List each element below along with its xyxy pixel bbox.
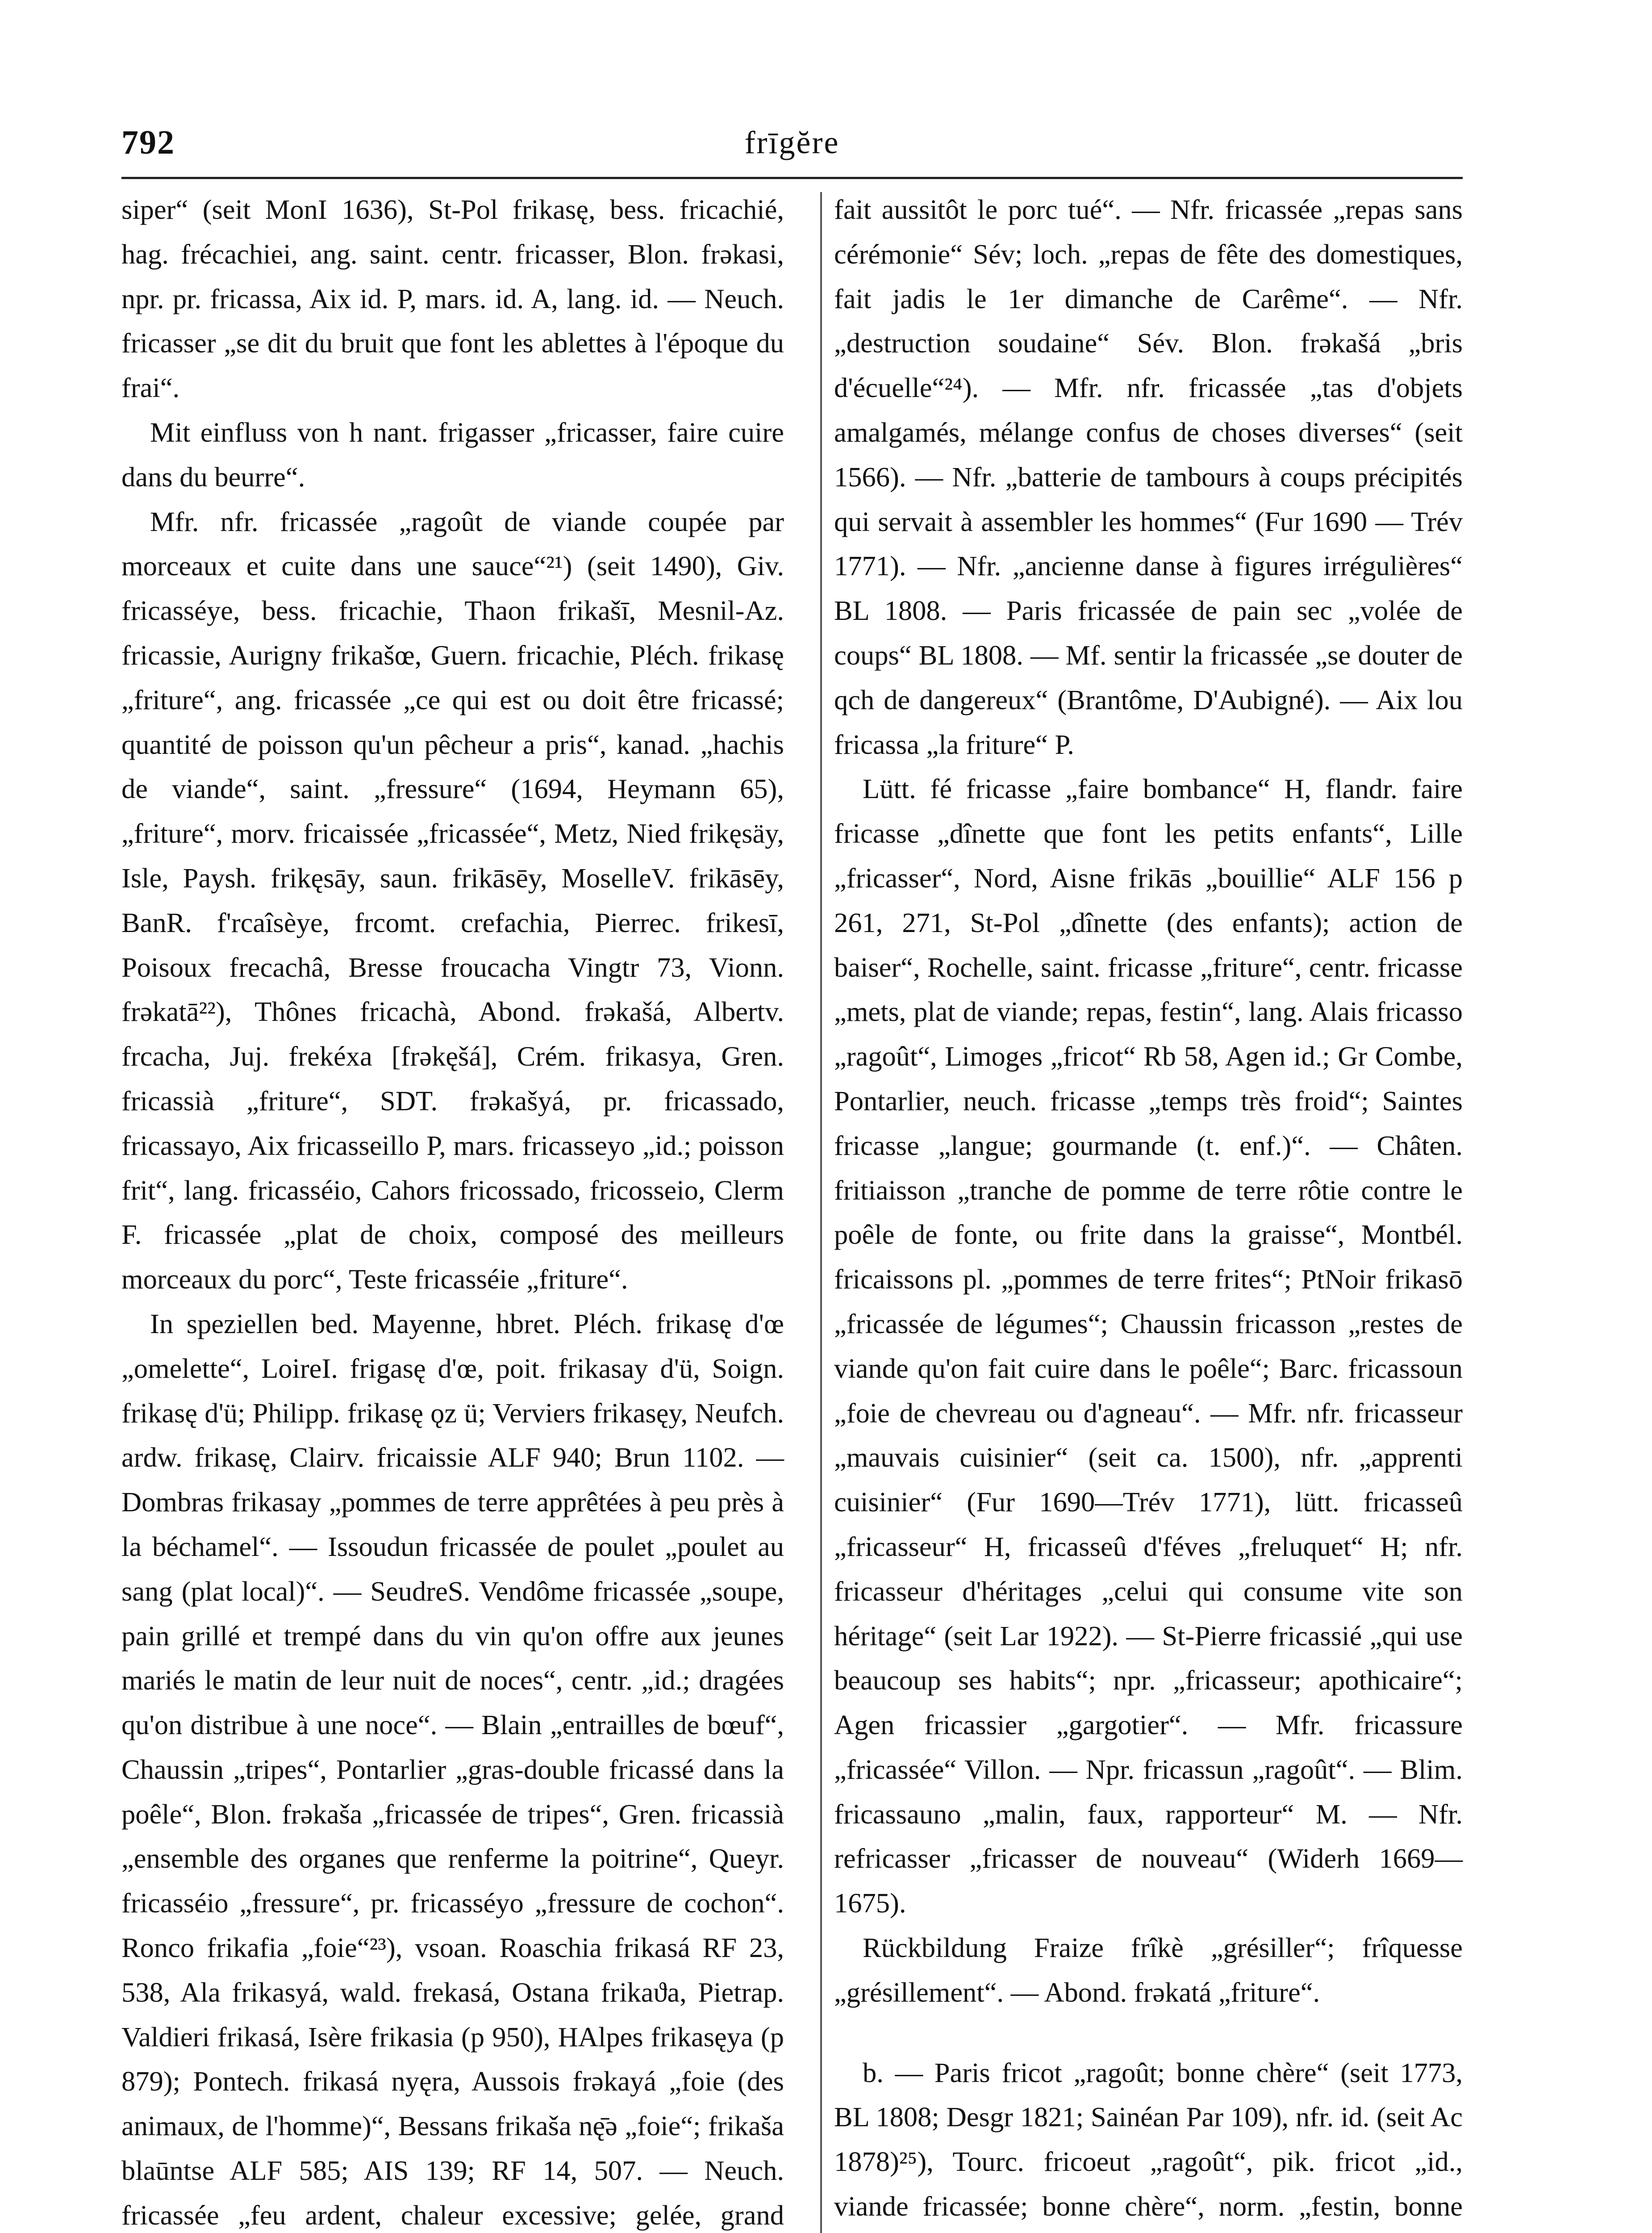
paragraph: Rückbildung Fraize frîkè „grésiller“; frîquesse „grésillement“. — Abond. frəkatá „friture“.: [834, 1932, 1463, 2008]
paragraph: fait aussitôt le porc tué“. — Nfr. fricassée „repas sans cérémonie“ Sév; loch. „repas de fête des domestiques, fait jadis le 1er dimanche de Carême“. — Nfr. „destruction soudaine“ Sév. Blon. frəkašá „bris d'écuelle“²⁴). — Mfr. nfr. fricassée „tas d'objets amalgamés, mélange confus de choses diverses“ (seit 1566). — Nfr. „batterie de tambours à coups précipités qui servait à assembler les hommes“ (Fur 1690 — Trév 1771). — Nfr. „ancienne danse à figures irrégulières“ BL 1808. — Paris fricassée de pain sec „volée de coups“ BL 1808. — Mf. sentir la fricassée „se douter de qch de dangereux“ (Brantôme, D'Aubigné). — Aix lou fricassa „la friture“ P.: [834, 194, 1463, 760]
page-number: 792: [121, 124, 175, 161]
right-column: [834, 188, 1463, 2233]
paragraph: Lütt. fé fricasse „faire bombance“ H, flandr. faire fricasse „dînette que font les petits enfants“, Lille „fricasser“, Nord, Aisne frikās „bouillie“ ALF 156 p 261, 271, St-Pol „dînette (des enfants); action de baiser“, Rochelle, saint. fricasse „friture“, centr. fricasse „mets, plat de viande; repas, festin“, lang. Alais fricasso „ragoût“, Limoges „fricot“ Rb 58, Agen id.; Gr Combe, Pontarlier, neuch. fricasse „temps très froid“; Saintes fricasse „langue; gourmande (t. enf.)“. — Châten. fritiaisson „tranche de pomme de terre rôtie contre le poêle de fonte, ou frite dans la graisse“, Montbél. fricaissons pl. „pommes de terre frites“; PtNoir frikasō „fricassée de légumes“; Chaussin fricasson „restes de viande qu'on fait cuire dans le poêle“; Barc. fricassoun „foie de chevreau ou d'agneau“. — Mfr. nfr. fricasseur „mauvais cuisinier“ (seit ca. 1500), nfr. „apprenti cuisinier“ (Fur 1690—Trév 1771), lütt. fricasseû „fricasseur“ H, fricasseû d'féves „freluquet“ H; nfr. fricasseur d'héritages „celui qui consume vite son héritage“ (seit Lar 1922). — St-Pierre fricassié „qui use beaucoup ses habits“; npr. „fricasseur; apothicaire“; Agen fricassier „gargotier“. — Mfr. fricassure „fricassée“ Villon. — Npr. fricassun „ragoût“. — Blim. fricassauno „malin, faux, rapporteur“ M. — Nfr. refricasser „fricasser de nouveau“ (Widerh 1669—1675).: [834, 773, 1463, 1919]
paragraph: b. — Paris fricot „ragoût; bonne chère“ (seit 1773, BL 1808; Desgr 1821; Sainéan Par 109), nfr. id. (seit Ac 1878)²⁵), Tourc. fricoeut „ragoût“, pik. fricot „id., viande fricassée; bonne chère“, norm. „festin, bonne: [834, 2057, 1463, 2222]
paragraph: Mfr. nfr. fricassée „ragoût de viande coupée par morceaux et cuite dans une sauce“²¹) (seit 1490), Giv. fricasséye, bess. fricachie, Thaon frikašī, Mesnil-Az. fricassie, Aurigny frikašœ, Guern. fricachie, Pléch. frikasę „friture“, ang. fricassée „ce qui est ou doit être fricassé; quantité de poisson qu'un pêcheur a pris“, kanad. „hachis de viande“, saint. „fressure“ (1694, Heymann 65), „friture“, morv. fricaissée „fricassée“, Metz, Nied frikęsäy, Isle, Paysh. frikęsāy, saun. frikāsēy, MoselleV. frikāsēy, BanR. f'rcaîsèye, frcomt. crefachia, Pierrec. frikesī, Poisoux frecachâ, Bresse froucacha Vingtr 73, Vionn. frəkatā²²), Thônes fricachà, Abond. frəkašá, Albertv. frcacha, Juj. frekéxa [frəkęšá], Crém. frikasya, Gren. fricassià „friture“, SDT. frəkašyá, pr. fricassado, fricassayo, Aix fricasseillo P, mars. fricasseyo „id.; poisson frit“, lang. fricasséio, Cahors fricossado, fricosseio, Clerm F. fricassée „plat de choix, composé des meilleurs morceaux du porc“, Teste fricasséie „friture“.: [121, 506, 784, 1295]
left-column: [121, 188, 784, 2233]
header-rule: [121, 177, 1463, 179]
running-head: frīgĕre: [744, 125, 840, 160]
paragraph: In speziellen bed. Mayenne, hbret. Pléch. frikasę d'œ „omelette“, LoireI. frigasę d'œ, poit. frikasay d'ü, Soign. frikasę d'ü; Philipp. frikasę ǫz ü; Verviers frikasęy, Neufch. ardw. frikasę, Clairv. fricaissie ALF 940; Brun 1102. — Dombras frikasay „pommes de terre apprêtées à peu près à la béchamel“. — Issoudun fricassée de poulet „poulet au sang (plat local)“. — SeudreS. Vendôme fricassée „soupe, pain grillé et trempé dans du vin qu'on offre aux jeunes mariés le matin de leur nuit de noces“, centr. „id.; dragées qu'on distribue à une noce“. — Blain „entrailles de bœuf“, Chaussin „tripes“, Pontarlier „gras-double fricassé dans la poêle“, Blon. frəkaša „fricassée de tripes“, Gren. fricassià „ensemble des organes que renferme la poitrine“, Queyr. fricasséio „fressure“, pr. fricasséyo „fressure de cochon“. Ronco frikafia „foie“²³), vsoan. Roaschia frikasá RF 23, 538, Ala frikasyá, wald. frekasá, Ostana frikaϑa, Pietrap. Valdieri frikasá, Isère frikasia (p 950), HAlpes frikasęya (p 879); Pontech. frikasá nyęra, Aussois frəkayá „foie (des animaux, de l'homme)“, Bessans frikaša nę̄ə „foie“; frikaša blaūntse ALF 585; AIS 139; RF 14, 507. — Neuch. fricassée „feu ardent, chaleur excessive; gelée, grand: [121, 1308, 784, 2231]
column-divider: [820, 192, 822, 2233]
paragraph: siper“ (seit MonI 1636), St-Pol frikasę, bess. fricachié, hag. frécachiei, ang. saint. centr. fricasser, Blon. frəkasi, npr. pr. fricassa, Aix id. P, mars. id. A, lang. id. — Neuch. fricasser „se dit du bruit que font les ablettes à l'époque du frai“.: [121, 194, 784, 404]
paragraph: Mit einfluss von h nant. frigasser „fricasser, faire cuire dans du beurre“.: [121, 416, 784, 493]
page-header: [121, 114, 1463, 177]
